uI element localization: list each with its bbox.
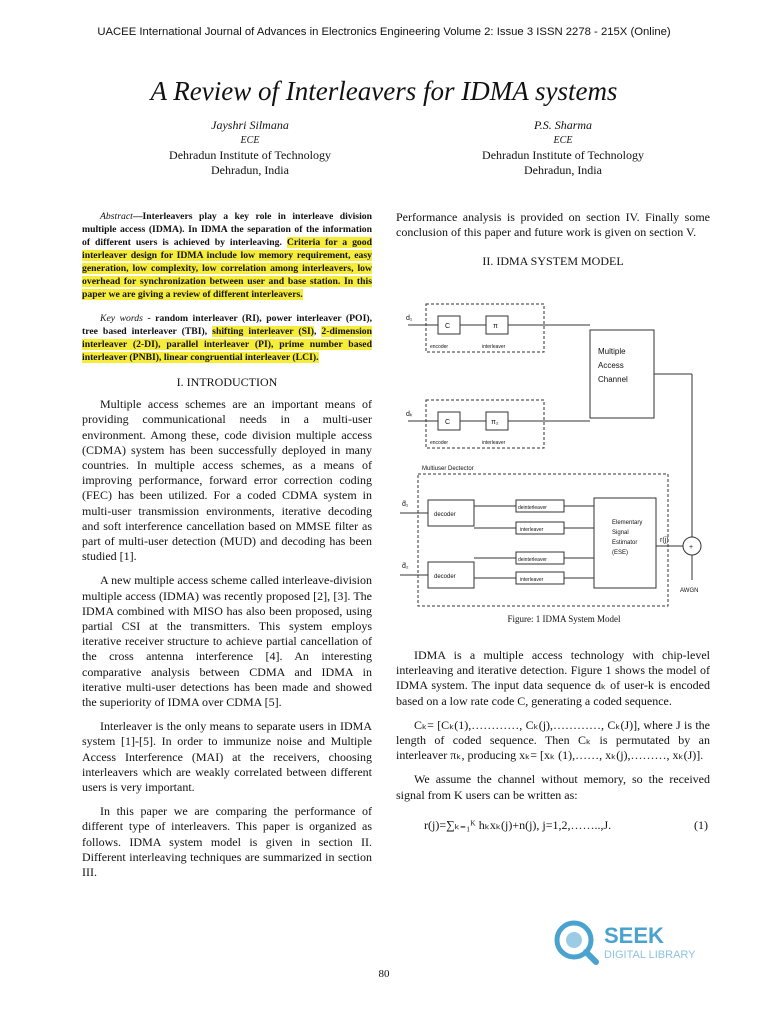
idma-system-model-figure xyxy=(398,290,730,618)
section-heading-system-model: II. IDMA SYSTEM MODEL xyxy=(482,254,624,269)
paragraph: Multiple access schemes are an important means of providing communicational needs in a multi-user environment. Among these, code division multiple access (CDMA) system has been successfully deployed in many countries. In multiple access schemes, as a means of improving performance, forward error correction coding (FEC) has been utilized. For a coded CDMA system in multi-user transmission environments, iterative decoding and soft interference cancellation based on MMSE filter as part of multi-user detection (MUD) and decoding has been studied [1]. xyxy=(82,397,372,564)
author-inst: Dehradun Institute of Technology xyxy=(169,148,331,162)
section-heading-introduction: I. INTRODUCTION xyxy=(176,375,278,389)
abstract: Abstract—Interleavers play a key role in interleave division multiple access (IDMA). In IDMA the separation of the information of different users is achieved by interleaving. Criteria for a good interleaver design for IDMA include low memory requirement, easy generation, low complexity, low correlation among interleavers, low overhead for synchronization between user and base station. In this paper we are giving a review of different interleavers. xyxy=(82,211,372,300)
encoder-label: encoder xyxy=(430,344,449,350)
figure-caption: Figure: 1 IDMA System Model xyxy=(507,614,621,624)
rj-label: r(j) xyxy=(660,537,669,544)
author-dept: ECE xyxy=(240,135,260,146)
seek-logo-icon xyxy=(557,923,596,962)
abstract-label: Abstract xyxy=(100,211,133,222)
intl-label: interleaver xyxy=(520,577,544,583)
author-2 xyxy=(433,118,693,178)
abstract-highlight: Criteria for a good interleaver design for IDMA include low memory requirement, easy generation, low complexity, low correlation among interleavers, low overhead for synchronization between user and base station. In this paper we are giving a review of different interleavers. xyxy=(82,237,372,300)
author-1 xyxy=(120,118,380,178)
keywords-label: Key words xyxy=(100,313,143,324)
paragraph: Performance analysis is provided on section IV. Finally some conclusion of this paper and future work is given on section V. xyxy=(396,210,710,240)
dhat1-label: d̂₁ xyxy=(402,501,409,508)
coder-c1: C xyxy=(445,323,451,330)
mud-label: Multiuser Dectector xyxy=(422,466,474,472)
author-loc: Dehradun, India xyxy=(524,163,602,177)
d1-label: d₁ xyxy=(406,315,413,322)
encoder-label: encoder xyxy=(430,440,449,446)
mac-line: Multiple xyxy=(598,347,626,356)
interleaver-label: interleaver xyxy=(482,440,506,446)
pi2-label: π₂ xyxy=(491,419,499,426)
inter-label: interleaver xyxy=(520,527,544,533)
paragraph: We assume the channel without memory, so the received signal from K users can be written as: xyxy=(396,772,710,802)
journal-header: UACEE International Journal of Advances in Electronics Engineering Volume 2: Issue 3 ISSN 2278 - 215X (Online) xyxy=(97,26,671,38)
author-name: Jayshri Silmana xyxy=(211,118,289,132)
equation: r(j)=∑ₖ₌₁ᴷ hₖxₖ(j)+n(j), j=1,2,……..,J. xyxy=(424,818,612,832)
coder-ck: C xyxy=(445,419,451,426)
paper-title: A Review of Interleavers for IDMA systems xyxy=(150,76,618,106)
author-loc: Dehradun, India xyxy=(211,163,289,177)
page-number: 80 xyxy=(378,968,390,980)
equation-number: (1) xyxy=(694,818,708,832)
left-column xyxy=(82,210,372,889)
paragraph: IDMA is a multiple access technology with chip-level interleaving and iterative detection. Figure 1 shows the model of IDMA system. The input data sequence dₖ of user-k is encoded based on a low rate code C, generating a coded sequence. xyxy=(396,648,710,708)
ese-line: (ESE) xyxy=(612,550,629,556)
mac-line: Access xyxy=(598,361,624,370)
paragraph: A new multiple access scheme called interleave-division multiple access (IDMA) was recently proposed [2], [3]. The IDMA combined with MISO has also been proposed, using partial CSI at the transmitters. This system employs iterative receiver structure to achieve partial cancellation of the cross antenna interference [4]. An interesting comparative analysis between CDMA and IDMA in iterative multi-user detections has been made and showed the superiority of IDMA over CDMA [5]. xyxy=(82,573,372,710)
adder-plus: + xyxy=(689,544,694,551)
decoder-label: decoder xyxy=(434,574,456,580)
author-name: P.S. Sharma xyxy=(533,118,593,132)
deint-label: deinterleaver xyxy=(518,557,547,563)
interleaver-label: interleaver xyxy=(482,344,506,350)
keywords: Key words - random interleaver (RI), power interleaver (POI), tree based interleaver (TBI), shifting interleaver (SI), 2-dimension interleaver (2-DI), parallel interleaver (PI), prime number based interleaver (PNBI), linear congruential interleaver (LCI). xyxy=(82,313,373,363)
ese-line: Estimator xyxy=(612,540,638,546)
dk-label: dₖ xyxy=(406,411,413,418)
paragraph: Cₖ= [Cₖ(1),…………, Cₖ(j),…………, Cₖ(J)], where J is the length of coded sequence. Then Cₖ is permutated by an interleaver πₖ, producing xₖ= [xₖ (1),……, xₖ(j),………, xₖ(J)]. xyxy=(396,717,710,763)
pi1-label: π xyxy=(493,323,498,330)
author-dept: ECE xyxy=(553,135,573,146)
logo-text: SEEK xyxy=(604,923,664,948)
dhat2-label: d̂₂ xyxy=(402,563,409,570)
deint-label: deinterleaver xyxy=(518,505,547,511)
seek-digital-library-logo[interactable] xyxy=(552,916,728,966)
author-inst: Dehradun Institute of Technology xyxy=(482,148,644,162)
ese-line: Elementary xyxy=(612,520,643,526)
awgn-label: AWGN xyxy=(680,588,699,594)
ese-line: Signal xyxy=(612,530,629,536)
right-column-bottom xyxy=(396,648,710,812)
right-column-top xyxy=(396,210,710,277)
mac-line: Channel xyxy=(598,375,628,384)
paragraph: Interleaver is the only means to separate users in IDMA system [1]-[5]. In order to immunize noise and Multiple Access Interference (MAI) at the receivers, choosing interleavers which are weakly correlated between different users is very important. xyxy=(82,719,372,795)
decoder-label: decoder xyxy=(434,512,456,518)
logo-subtext: DIGITAL LIBRARY xyxy=(604,949,696,961)
paragraph: In this paper we are comparing the performance of different type of interleavers. This paper is organized as follows. IDMA system model is given in section II. Different interleaving techniques are summarized in section III. xyxy=(82,804,372,880)
